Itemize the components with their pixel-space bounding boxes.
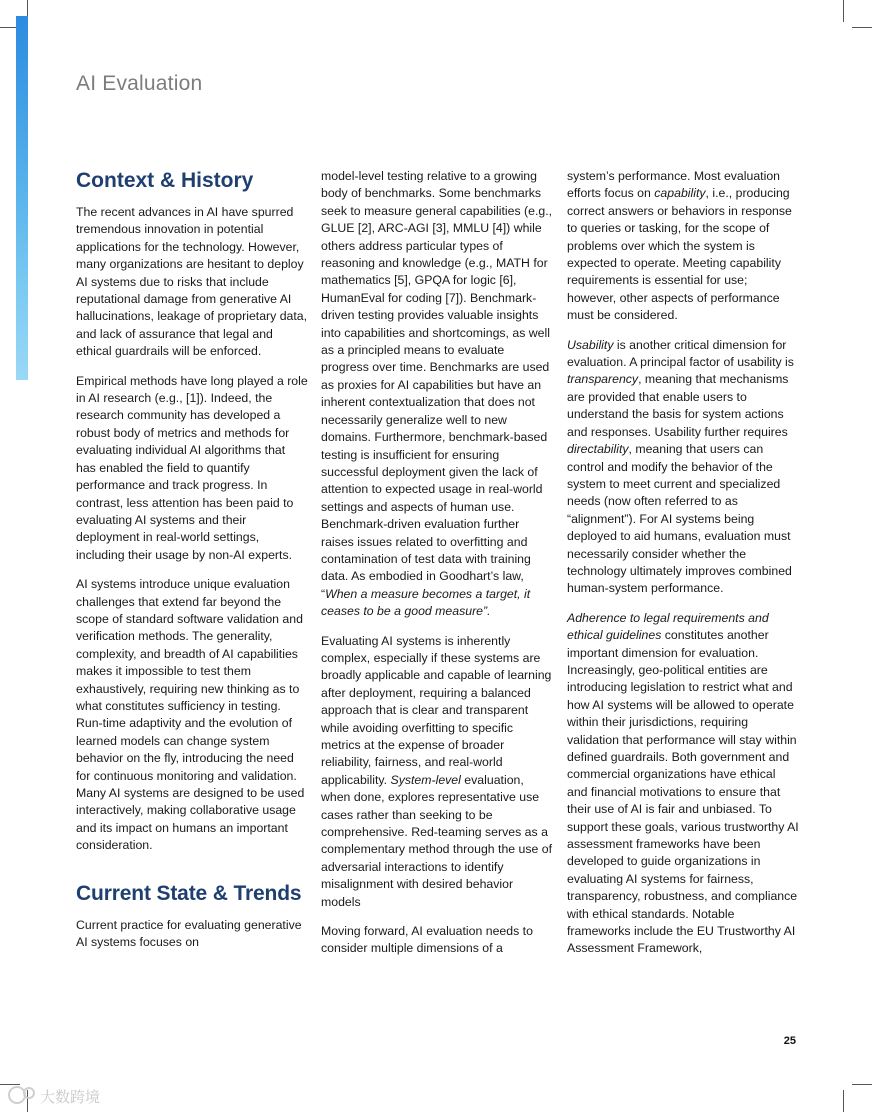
heading-current-state-trends: Current State & Trends <box>76 881 302 905</box>
text-run: , meaning that mechanisms are provided that enable users to understand the basis for system actions and responses. Usability further requires <box>567 372 789 439</box>
accent-bar <box>16 16 28 380</box>
paragraph <box>321 168 554 621</box>
column-2 <box>321 168 554 970</box>
emphasis: directability <box>567 442 629 457</box>
section-title: AI Evaluation <box>76 72 203 95</box>
paragraph <box>567 337 799 598</box>
goodhart-quote: When a measure becomes a target, it ceases to be a good measure”. <box>321 586 531 619</box>
emphasis: Usability <box>567 337 614 352</box>
paragraph: Moving forward, AI evaluation needs to consider multiple dimensions of a <box>321 924 533 956</box>
crop-mark-bottom-right-vertical <box>843 1090 844 1112</box>
paragraph <box>567 610 799 958</box>
heading-context-history: Context & History <box>76 169 254 192</box>
text-run: evaluation, when done, explores representative use cases rather than seeking to be comprehensive. Red-teaming serves as a complementary method through the use of adversarial interactions to identify misalignment with desired behavior models <box>321 772 553 909</box>
emphasis: Adherence to legal requirements and ethical guidelines <box>567 610 769 643</box>
paragraph: The recent advances in AI have spurred tremendous innovation in potential applications for the technology. However, many organizations are hesitant to deploy AI systems due to risks that include reputational damage from generative AI hallucinations, leakage of proprietary data, and lack of assurance that legal and ethical guardrails will be enforced. <box>76 205 308 359</box>
paragraph <box>321 633 554 912</box>
text-run: is another critical dimension for evaluation. A principal factor of usability is <box>567 337 794 370</box>
emphasis: System-level <box>390 772 461 787</box>
text-run: system’s performance. Most evaluation efforts focus on <box>567 169 781 201</box>
paragraph: AI systems introduce unique evaluation challenges that extend far beyond the scope of standard software validation and verification methods. The generality, complexity, and breadth of AI capabilities makes it impossible to test them exhaustively, requiring new thinking as to what constitutes sufficiency in testing. Run-time adaptivity and the evolution of learned models can change system behavior on the fly, introducing the need for continuous monitoring and validation. Many AI systems are designed to be used interactively, making collaborative usage and its impact on humans an important consideration. <box>76 577 305 853</box>
text-run: model-level testing relative to a growing body of benchmarks. Some benchmarks seek to measure general capabilities (e.g., GLUE [2], ARC-AGI [3], MMLU [4]) while others address particular types of reasoning and knowledge (e.g., MATH for mathematics [5], GPQA for logic [6], HumanEval for coding [7]). Benchmark-driven testing provides valuable insights into capabilities and shortcomings, as well as a principled means to evaluate progress over time. Benchmarks are used as proxies for AI capabilities but have an inherent contextualization that does not necessarily generalize well to new domains. Furthermore, benchmark-based testing is insufficient for ensuring successful deployment given the lack of attention to expected usage in real-world settings and aspects of human use. Benchmark-driven evaluation further raises issues related to overfitting and contamination of test data with training data. As embodied in Goodhart’s law, “ <box>321 169 553 601</box>
text-run: , i.e., producing correct answers or behaviors in response to queries or tasking, for the scope of problems over which the system is expected to operate. Meeting capability requirements is essential for use; however, other aspects of performance must be considered. <box>567 186 792 323</box>
emphasis: capability <box>654 186 706 201</box>
watermark-text: 大数跨境 <box>40 1088 101 1106</box>
emphasis: transparency <box>567 372 639 387</box>
text-run: Evaluating AI systems is inherently complex, especially if these systems are broadly applicable and capable of learning after deployment, requiring a balanced approach that is clear and transparent while avoiding overfitting to specific metrics at the expense of broader reliability, fairness, and real-world applicability. <box>321 633 552 787</box>
paragraph: Current practice for evaluating generative AI systems focuses on <box>76 917 302 950</box>
column-1 <box>76 168 308 963</box>
text-run: constitutes another important dimension for evaluation. Increasingly, geo-political entities are introducing legislation to restrict what and how AI systems will be allowed to operate within their jurisdictions, requiring validation that performance will stay within defined guardrails. Both government and commercial organizations have ethical and financial motivations to ensure that their use of AI is fair and unbiased. To support these goals, various trustworthy AI assessment frameworks have been developed to guide organizations in evaluating AI systems for fairness, transparency, robustness, and compliance with ethical standards. Notable frameworks include the EU Trustworthy AI Assessment Framework, <box>567 628 799 956</box>
crop-mark-top-right-horizontal <box>852 27 872 28</box>
paragraph <box>567 168 799 325</box>
paragraph: Empirical methods have long played a role in AI research (e.g., [1]). Indeed, the research community has developed a robust body of metrics and methods for evaluating individual AI algorithms that has enabled the field to quantify performance and track progress. In contrast, less attention has been paid to evaluating AI systems and their deployment in real-world settings, including their usage by non-AI experts. <box>76 373 308 562</box>
crop-mark-top-right-vertical <box>843 0 844 22</box>
text-run: , meaning that users can control and modify the behavior of the system to meet current and specialized needs (now often referred to as “alignment”). For AI systems being deployed to aid humans, evaluation must necessarily consider whether the technology ultimately improves combined human-system performance. <box>567 442 792 596</box>
column-3 <box>567 168 799 970</box>
page-number: 25 <box>783 1035 796 1047</box>
crop-mark-bottom-right-horizontal <box>852 1084 872 1085</box>
